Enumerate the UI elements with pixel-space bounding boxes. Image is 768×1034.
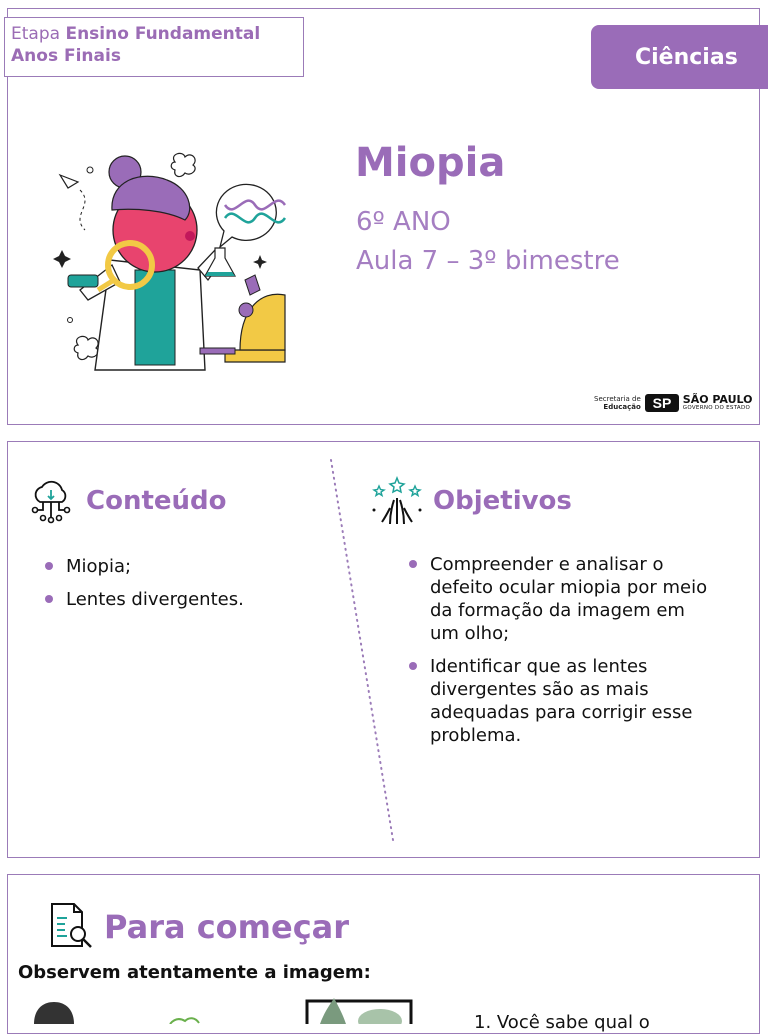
list-item: Compreender e analisar o defeito ocular miopia por meio da formação da imagem em um olho; [408,553,708,645]
lesson-label: Aula 7 – 3º bimestre [356,246,620,276]
stage-label [4,17,304,77]
subject-tab [591,25,768,89]
subject-label: Ciências [635,44,738,70]
question-1: 1. Você sabe qual o [474,1012,650,1033]
secretaria-label: Secretaria de Educação [594,395,641,411]
eye-exam-illustration [20,995,460,1024]
stage-sub: Anos Finais [11,46,121,66]
sp-mark-icon [645,394,679,412]
list-item: Lentes divergentes. [44,588,304,611]
instruction-text: Observem atentamente a imagem: [18,962,371,983]
objectives-list [408,553,708,757]
list-item: Miopia; [44,555,304,578]
stage-name: Ensino Fundamental [65,24,261,44]
section-title: Para começar [104,908,350,946]
lesson-title: Miopia [355,140,506,186]
content-list [44,555,304,621]
content-title: Conteúdo [86,486,227,516]
government-logo [594,394,753,412]
objectives-title: Objetivos [433,486,572,516]
svg-text:SP: SP [652,395,672,411]
stage-prefix: Etapa [11,24,61,44]
document-search-icon [48,900,96,950]
scientist-illustration [50,150,300,375]
sparkle-target-icon [370,476,424,528]
cloud-network-icon [30,480,72,526]
grade-label: 6º ANO [356,207,451,237]
state-label: SÃO PAULO GOVERNO DO ESTADO [682,393,753,411]
list-item: Identificar que as lentes divergentes são as mais adequadas para corrigir esse problema. [408,655,708,747]
